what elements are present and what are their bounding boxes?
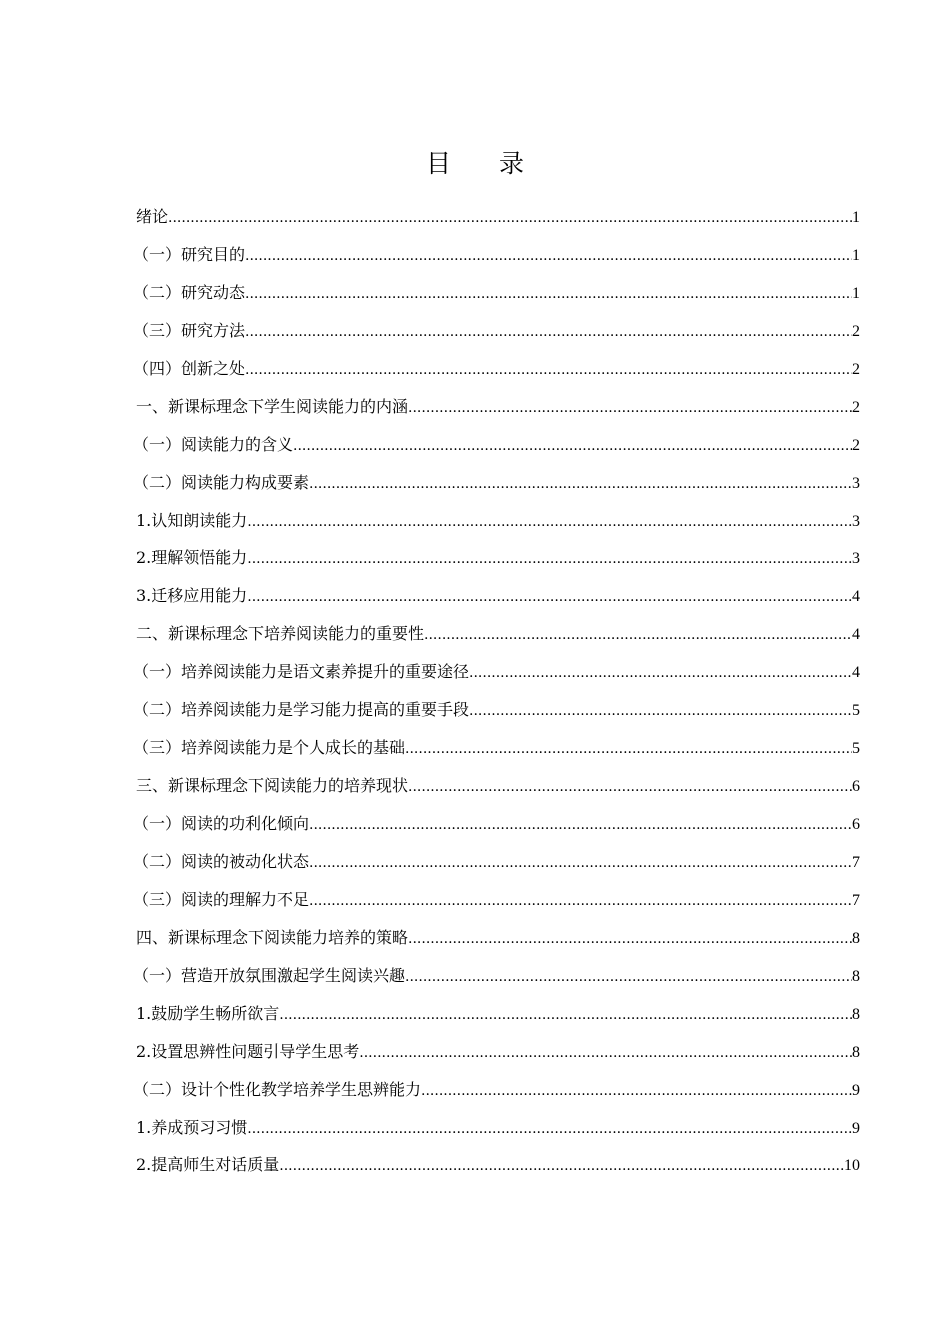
toc-leader-dots xyxy=(408,769,852,807)
toc-entry-label: （三）阅读的理解力不足 xyxy=(133,889,310,909)
toc-leader-dots xyxy=(309,807,852,845)
toc-leader-dots xyxy=(421,1073,852,1111)
toc-entry-page-number: 8 xyxy=(852,1043,860,1061)
toc-entry[interactable] xyxy=(136,1109,860,1147)
toc-entry[interactable] xyxy=(136,577,860,615)
toc-leader-dots xyxy=(247,1111,852,1149)
toc-entry-page-number: 10 xyxy=(844,1157,860,1175)
toc-entry[interactable] xyxy=(133,426,860,464)
toc-leader-dots xyxy=(309,883,852,921)
toc-entry[interactable] xyxy=(133,691,860,729)
toc-entry-label: （二）阅读能力构成要素 xyxy=(133,472,310,492)
toc-leader-dots xyxy=(247,541,852,579)
toc-entry-page-number: 2 xyxy=(852,360,860,378)
toc-leader-dots xyxy=(405,959,852,997)
toc-leader-dots xyxy=(469,655,852,693)
toc-leader-dots xyxy=(245,238,852,276)
toc-entry-label: 三、新课标理念下阅读能力的培养现状 xyxy=(136,776,409,796)
toc-entry-label: （一）研究目的 xyxy=(133,244,246,264)
toc-entry-page-number: 5 xyxy=(852,702,860,720)
toc-entry[interactable] xyxy=(133,274,860,312)
toc-leader-dots xyxy=(424,617,852,655)
toc-entry-page-number: 6 xyxy=(852,816,860,833)
toc-leader-dots xyxy=(279,1148,844,1186)
toc-leader-dots xyxy=(168,200,852,238)
toc-entry[interactable] xyxy=(133,805,860,843)
toc-leader-dots xyxy=(293,428,852,466)
toc-entry[interactable] xyxy=(133,312,860,350)
toc-entry-label: 3.迁移应用能力 xyxy=(136,586,248,606)
toc-leader-dots xyxy=(279,997,852,1035)
toc-title-part2: 录 xyxy=(499,149,525,178)
toc-entry-label: （二）设计个性化教学培养学生思辨能力 xyxy=(133,1079,422,1099)
toc-entry[interactable] xyxy=(136,995,860,1033)
toc-entry-page-number: 1 xyxy=(852,284,860,302)
toc-entry-label: （三）培养阅读能力是个人成长的基础 xyxy=(133,738,406,758)
toc-leader-dots xyxy=(309,845,852,883)
toc-leader-dots xyxy=(245,276,852,314)
toc-entry-page-number: 3 xyxy=(852,512,860,530)
toc-entry-label: 二、新课标理念下培养阅读能力的重要性 xyxy=(136,624,425,644)
toc-leader-dots xyxy=(405,731,852,769)
toc-entry-label: 绪论 xyxy=(136,207,169,226)
toc-entry-label: （二）培养阅读能力是学习能力提高的重要手段 xyxy=(133,700,470,720)
toc-entry[interactable] xyxy=(133,729,860,767)
toc-entry-page-number: 1 xyxy=(852,209,860,226)
toc-entry[interactable] xyxy=(136,1146,860,1184)
toc-entry-label: （二）阅读的被动化状态 xyxy=(133,851,310,871)
toc-entry-label: 2.理解领悟能力 xyxy=(136,548,248,568)
toc-entry-page-number: 7 xyxy=(852,853,860,871)
toc-title-part1: 目 xyxy=(425,149,451,178)
toc-entry-page-number: 2 xyxy=(852,436,860,454)
toc-entry[interactable] xyxy=(133,653,860,691)
toc-entry-page-number: 8 xyxy=(852,967,860,985)
toc-leader-dots xyxy=(359,1035,852,1073)
toc-entry-label: 2.设置思辨性问题引导学生思考 xyxy=(136,1041,360,1061)
toc-entry-page-number: 2 xyxy=(852,322,860,340)
toc-entry[interactable] xyxy=(136,198,860,236)
toc-entry[interactable] xyxy=(133,1071,860,1109)
toc-entry-label: 1.鼓励学生畅所欲言 xyxy=(136,1003,280,1023)
toc-list xyxy=(133,198,860,1184)
toc-entry-page-number: 8 xyxy=(852,1005,860,1023)
toc-entry[interactable] xyxy=(136,919,860,957)
toc-entry-label: （一）阅读的功利化倾向 xyxy=(133,814,310,833)
toc-entry-label: 1.养成预习习惯 xyxy=(136,1117,248,1137)
toc-entry-page-number: 4 xyxy=(852,588,860,606)
toc-entry-label: （一）营造开放氛围激起学生阅读兴趣 xyxy=(133,965,406,985)
toc-entry-page-number: 2 xyxy=(852,398,860,416)
toc-entry-label: 1.认知朗读能力 xyxy=(136,510,248,530)
toc-entry-page-number: 4 xyxy=(852,664,860,682)
toc-leader-dots xyxy=(245,352,852,390)
toc-entry[interactable] xyxy=(136,1033,860,1071)
toc-entry-label: （一）培养阅读能力是语文素养提升的重要途径 xyxy=(133,662,470,682)
toc-leader-dots xyxy=(309,466,852,504)
toc-entry[interactable] xyxy=(136,539,860,577)
toc-entry[interactable] xyxy=(133,881,860,919)
toc-entry-page-number: 9 xyxy=(852,1119,860,1137)
toc-leader-dots xyxy=(469,693,852,731)
toc-entry[interactable] xyxy=(136,615,860,653)
toc-entry[interactable] xyxy=(133,236,860,274)
toc-entry-page-number: 9 xyxy=(852,1081,860,1099)
toc-entry-label: （三）研究方法 xyxy=(133,320,246,340)
toc-entry[interactable] xyxy=(133,843,860,881)
toc-entry[interactable] xyxy=(136,502,860,540)
toc-entry-page-number: 8 xyxy=(852,929,860,947)
toc-entry-label: 2.提高师生对话质量 xyxy=(136,1155,280,1175)
toc-entry[interactable] xyxy=(133,350,860,388)
toc-entry-label: 一、新课标理念下学生阅读能力的内涵 xyxy=(136,396,409,416)
toc-entry-page-number: 7 xyxy=(852,891,860,909)
toc-entry-page-number: 4 xyxy=(852,626,860,644)
toc-entry-page-number: 5 xyxy=(852,740,860,758)
toc-entry-label: （一）阅读能力的含义 xyxy=(133,434,294,454)
toc-entry[interactable] xyxy=(136,767,860,805)
toc-entry-label: （二）研究动态 xyxy=(133,282,246,302)
toc-leader-dots xyxy=(247,504,852,542)
toc-entry-label: （四）创新之处 xyxy=(133,358,246,378)
toc-entry[interactable] xyxy=(136,388,860,426)
toc-entry-label: 四、新课标理念下阅读能力培养的策略 xyxy=(136,927,409,947)
toc-entry-page-number: 3 xyxy=(852,474,860,492)
toc-leader-dots xyxy=(245,314,852,352)
toc-entry-page-number: 3 xyxy=(852,550,860,568)
toc-leader-dots xyxy=(408,390,852,428)
toc-title xyxy=(0,148,950,180)
toc-entry-page-number: 1 xyxy=(852,246,860,264)
toc-entry-page-number: 6 xyxy=(852,778,860,796)
toc-entry[interactable] xyxy=(133,957,860,995)
toc-entry[interactable] xyxy=(133,464,860,502)
toc-leader-dots xyxy=(408,921,852,959)
toc-leader-dots xyxy=(247,579,852,617)
